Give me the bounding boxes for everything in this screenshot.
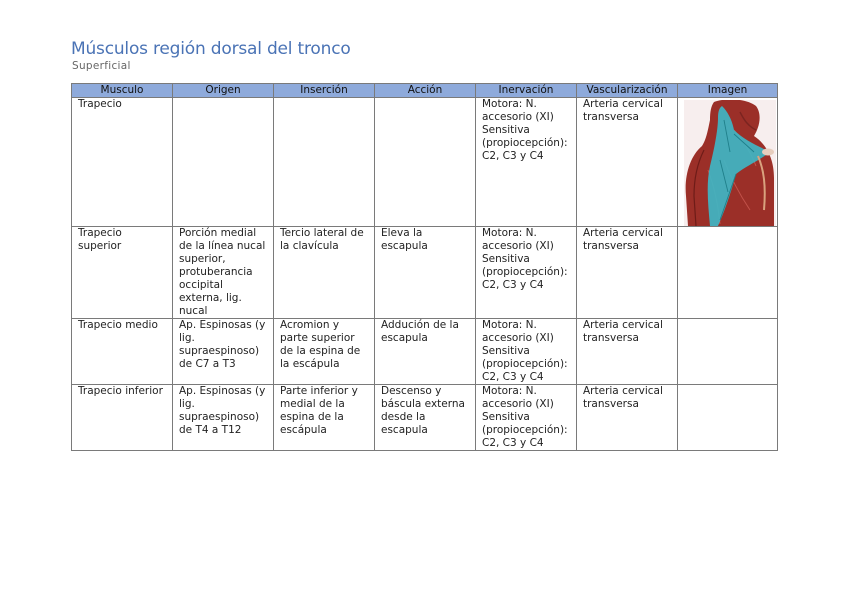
- table-row: [72, 385, 778, 451]
- trapezius-anatomy-image: [684, 100, 776, 226]
- muscle-table: [71, 83, 778, 451]
- cell-vascularizacion: Arteria cervical transversa: [577, 227, 678, 319]
- cell-insercion: Parte inferior y medial de la espina de la escápula: [274, 385, 375, 451]
- cell-accion: Descenso y báscula externa desde la escapula: [375, 385, 476, 451]
- table-row: [72, 319, 778, 385]
- header-insercion: Inserción: [274, 84, 375, 98]
- cell-musculo: Trapecio superior: [72, 227, 173, 319]
- cell-vascularizacion: Arteria cervical transversa: [577, 98, 678, 227]
- cell-inervacion: Motora: N. accesorio (XI) Sensitiva (propiocepción): C2, C3 y C4: [476, 98, 577, 227]
- header-vascularizacion: Vascularización: [577, 84, 678, 98]
- header-accion: Acción: [375, 84, 476, 98]
- cell-imagen: [678, 319, 778, 385]
- cell-inervacion: Motora: N. accesorio (XI) Sensitiva (propiocepción): C2, C3 y C4: [476, 319, 577, 385]
- cell-accion: Eleva la escapula: [375, 227, 476, 319]
- cell-imagen: [678, 227, 778, 319]
- table-header-row: [72, 84, 778, 98]
- cell-insercion: Acromion y parte superior de la espina de la escápula: [274, 319, 375, 385]
- cell-accion: Addución de la escapula: [375, 319, 476, 385]
- cell-insercion: Tercio lateral de la clavícula: [274, 227, 375, 319]
- cell-vascularizacion: Arteria cervical transversa: [577, 385, 678, 451]
- document-title: Músculos región dorsal del tronco: [71, 39, 351, 59]
- cell-insercion: [274, 98, 375, 227]
- cell-inervacion: Motora: N. accesorio (XI) Sensitiva (propiocepción): C2, C3 y C4: [476, 227, 577, 319]
- cell-origen: [173, 98, 274, 227]
- table-row: [72, 98, 778, 227]
- header-inervacion: Inervación: [476, 84, 577, 98]
- cell-musculo: Trapecio medio: [72, 319, 173, 385]
- cell-origen: Ap. Espinosas (y lig. supraespinoso) de T4 a T12: [173, 385, 274, 451]
- cell-accion: [375, 98, 476, 227]
- header-musculo: Musculo: [72, 84, 173, 98]
- cell-musculo: Trapecio: [72, 98, 173, 227]
- cell-imagen: [678, 98, 778, 227]
- cell-vascularizacion: Arteria cervical transversa: [577, 319, 678, 385]
- cell-inervacion: Motora: N. accesorio (XI) Sensitiva (propiocepción): C2, C3 y C4: [476, 385, 577, 451]
- cell-origen: Ap. Espinosas (y lig. supraespinoso) de C7 a T3: [173, 319, 274, 385]
- table-row: [72, 227, 778, 319]
- cell-musculo: Trapecio inferior: [72, 385, 173, 451]
- header-origen: Origen: [173, 84, 274, 98]
- header-imagen: Imagen: [678, 84, 778, 98]
- document-subtitle: Superficial: [72, 60, 131, 72]
- cell-imagen: [678, 385, 778, 451]
- cell-origen: Porción medial de la línea nucal superior, protuberancia occipital externa, lig. nucal: [173, 227, 274, 319]
